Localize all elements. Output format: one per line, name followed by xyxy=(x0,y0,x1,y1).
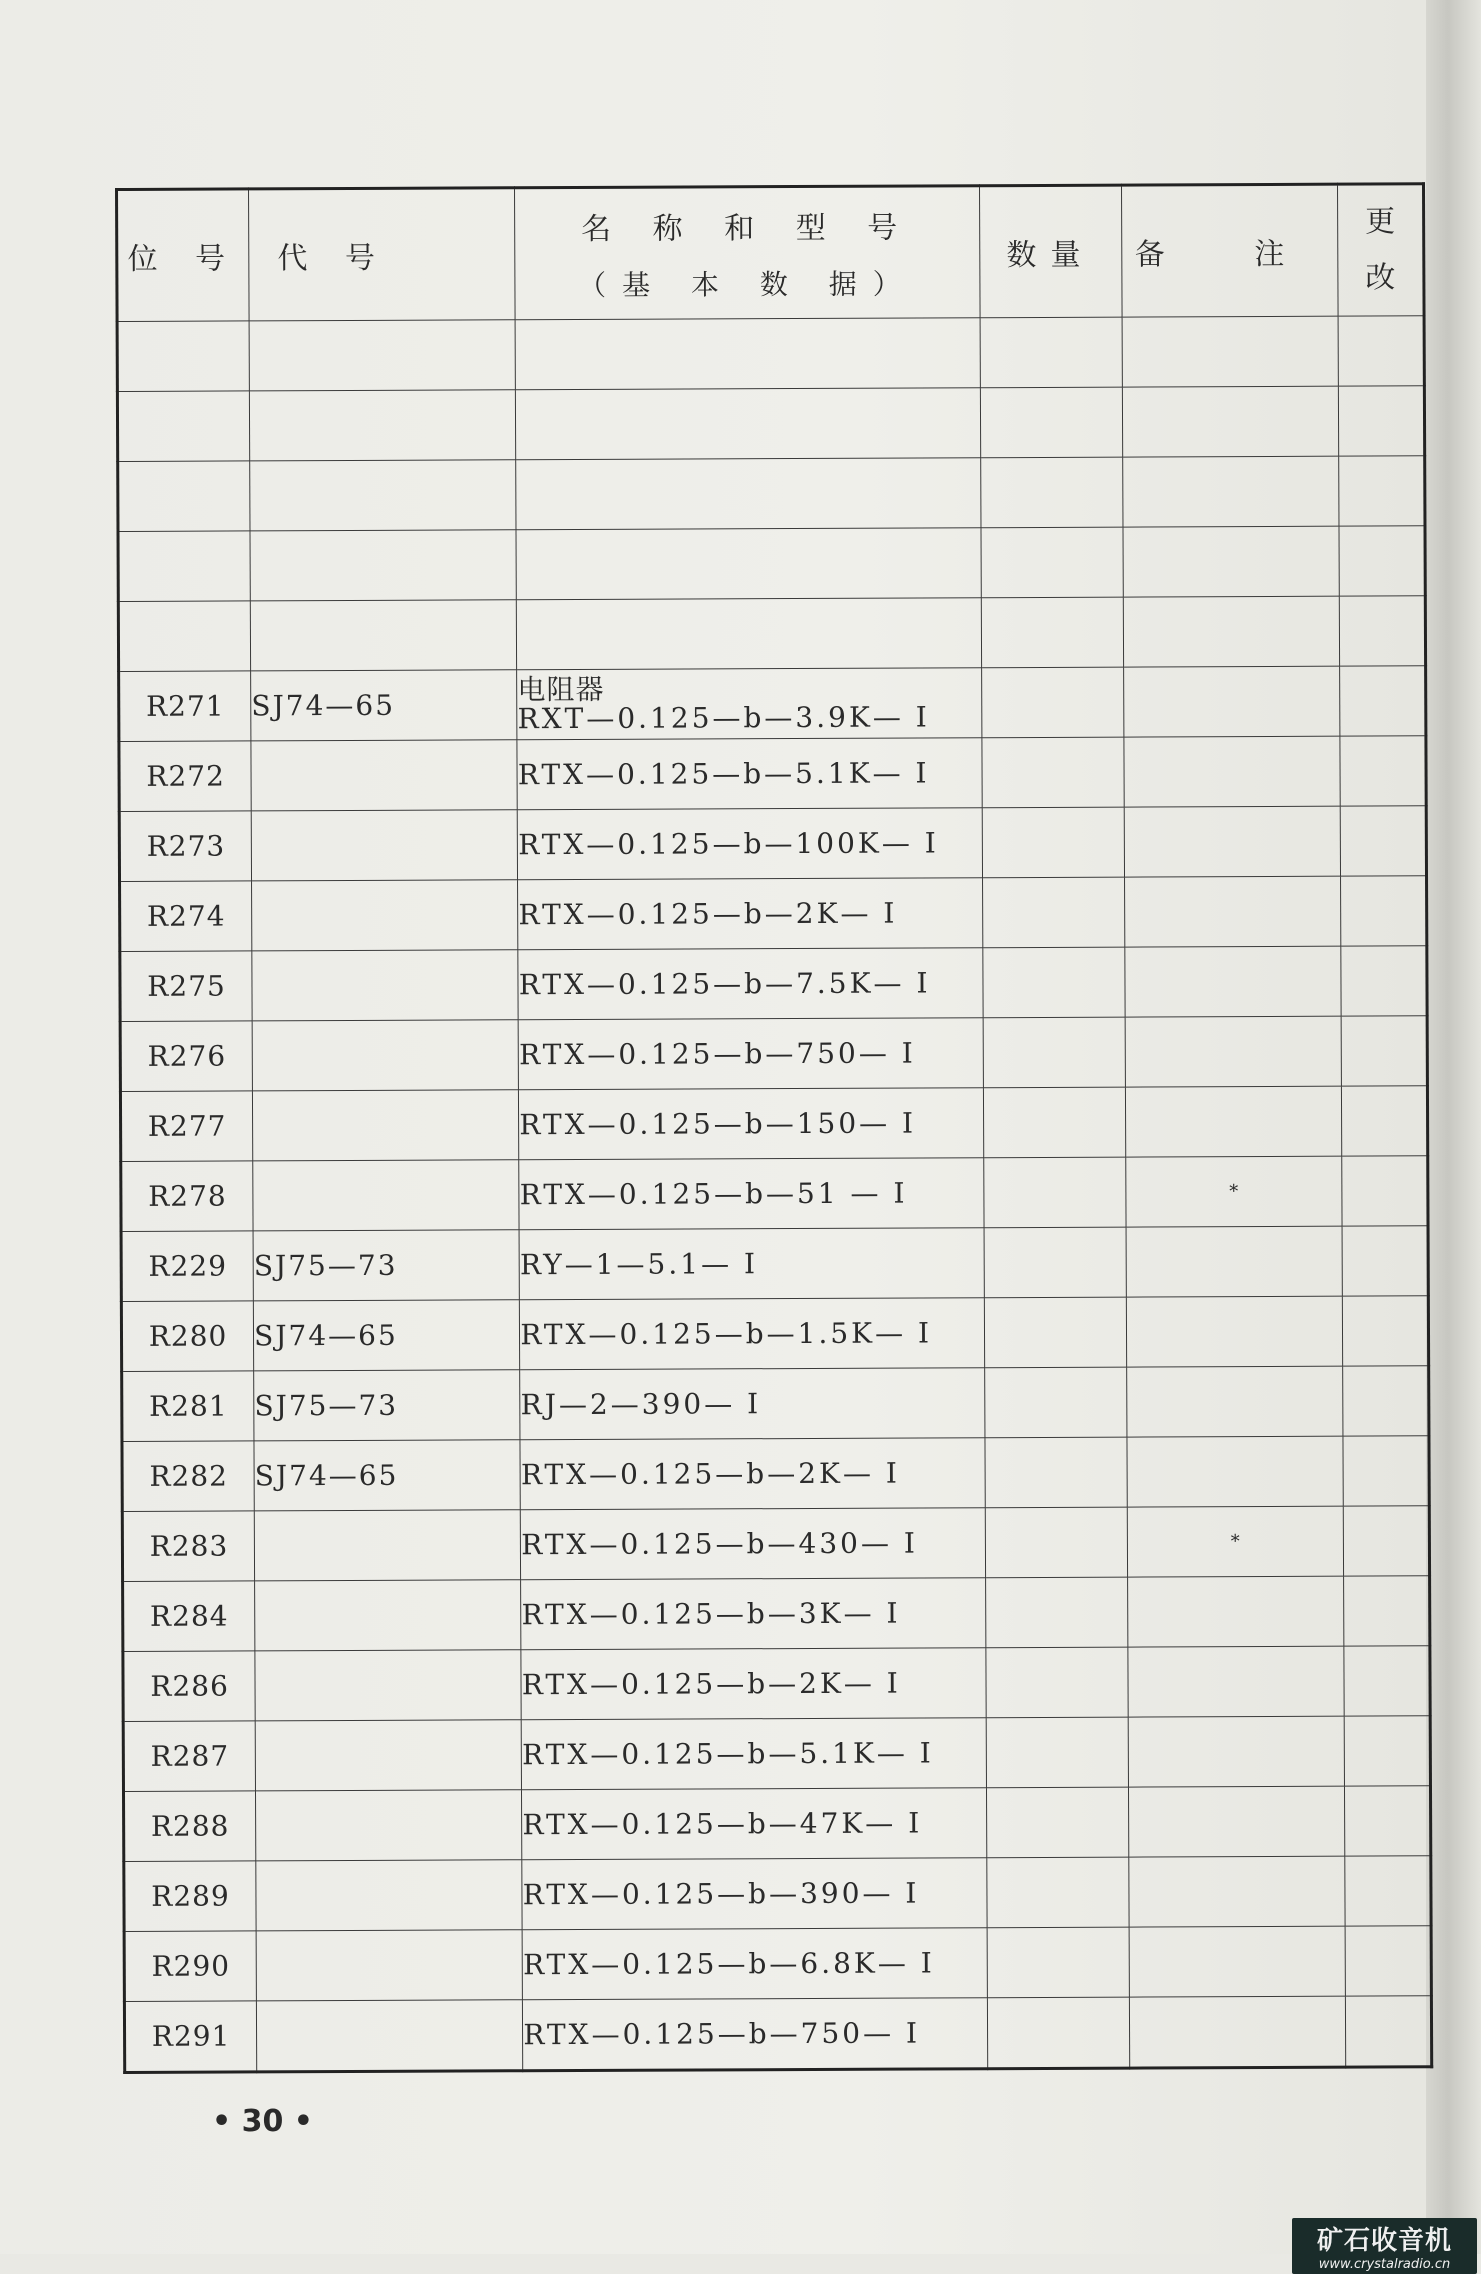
position-cell xyxy=(117,321,249,392)
remarks-cell xyxy=(1128,1786,1344,1857)
change-cell xyxy=(1338,386,1424,456)
remarks-cell xyxy=(1127,1576,1343,1647)
component-model xyxy=(516,423,979,425)
remarks-cell xyxy=(1126,1226,1342,1297)
remarks-cell xyxy=(1125,1016,1341,1087)
position-cell: R275 xyxy=(120,951,252,1022)
component-model: RTX—0.125—b—7.5K— I xyxy=(518,965,931,1001)
position-cell: R229 xyxy=(121,1231,253,1302)
change-cell xyxy=(1339,666,1425,736)
component-model: RTX—0.125—b—2K— I xyxy=(520,1456,900,1491)
position-cell: R276 xyxy=(120,1021,252,1092)
quantity-cell xyxy=(982,807,1124,878)
component-model: RTX—0.125—b—5.1K— I xyxy=(522,1735,934,1771)
table-row xyxy=(124,1856,1431,1932)
table-row xyxy=(122,1506,1429,1582)
table-row xyxy=(123,1716,1430,1792)
code-cell xyxy=(255,1650,522,1721)
remarks-cell xyxy=(1125,946,1341,1017)
change-cell xyxy=(1340,806,1426,876)
position-cell: R280 xyxy=(121,1301,253,1372)
quantity-cell xyxy=(980,457,1122,528)
component-model: RTX—0.125—b—750— I xyxy=(519,1036,916,1071)
table-row xyxy=(118,526,1425,602)
code-cell xyxy=(256,1930,523,2001)
code-cell xyxy=(250,460,517,531)
table-row xyxy=(120,876,1427,952)
change-cell xyxy=(1339,526,1425,596)
position-cell: R284 xyxy=(123,1581,255,1652)
remarks-cell xyxy=(1129,1856,1345,1927)
position-cell: R273 xyxy=(119,811,251,882)
remarks-cell xyxy=(1129,1926,1345,1997)
component-model: RTX—0.125—b—100K— I xyxy=(518,825,939,861)
remarks-cell xyxy=(1123,666,1339,737)
code-cell xyxy=(255,1580,522,1651)
remarks-cell xyxy=(1124,806,1340,877)
table-row xyxy=(119,736,1426,812)
table-row xyxy=(119,806,1426,882)
parts-list-table xyxy=(115,182,1433,2074)
name-model-cell xyxy=(516,388,981,460)
component-model: RTX—0.125—b—1.5K— I xyxy=(520,1315,933,1351)
component-model: RTX—0.125—b—430— I xyxy=(521,1526,918,1561)
quantity-cell xyxy=(983,1157,1125,1228)
code-cell: SJ75—73 xyxy=(254,1370,521,1441)
quantity-cell xyxy=(984,1367,1126,1438)
component-model xyxy=(517,493,980,495)
change-cell xyxy=(1342,1296,1428,1366)
remarks-cell: * xyxy=(1127,1506,1343,1577)
component-model xyxy=(516,353,979,355)
header-quantity: 数量 xyxy=(979,185,1122,318)
change-cell xyxy=(1343,1576,1429,1646)
name-model-cell xyxy=(523,1998,988,2071)
table-row xyxy=(120,946,1427,1022)
remarks-cell xyxy=(1122,386,1338,457)
component-model: RTX—0.125—b—3K— I xyxy=(521,1596,901,1631)
name-model-cell xyxy=(521,1578,986,1650)
remarks-cell xyxy=(1127,1436,1343,1507)
position-cell xyxy=(118,531,250,602)
code-cell xyxy=(251,810,518,881)
change-cell xyxy=(1340,876,1426,946)
table-row xyxy=(123,1786,1430,1862)
table-row xyxy=(117,386,1424,462)
change-cell xyxy=(1342,1226,1428,1296)
code-cell xyxy=(251,740,518,811)
remarks-cell xyxy=(1126,1366,1342,1437)
component-model: RTX—0.125—b—2K— I xyxy=(521,1666,901,1701)
table-row xyxy=(123,1576,1430,1652)
page-number: • 30 • xyxy=(212,2104,313,2139)
position-cell: R286 xyxy=(123,1651,255,1722)
remarks-cell xyxy=(1125,1086,1341,1157)
name-model-cell xyxy=(520,1298,985,1370)
quantity-cell xyxy=(985,1437,1127,1508)
header-position: 位 号 xyxy=(117,189,250,322)
position-cell: R290 xyxy=(124,1931,256,2002)
change-cell xyxy=(1345,1996,1431,2067)
header-name-line2: （基 本 数 据） xyxy=(577,267,917,302)
table-row xyxy=(123,1646,1430,1722)
remarks-cell xyxy=(1128,1646,1344,1717)
quantity-cell xyxy=(980,317,1122,388)
change-cell xyxy=(1344,1786,1430,1856)
component-model: RTX—0.125—b—47K— I xyxy=(522,1805,923,1841)
code-cell xyxy=(252,950,519,1021)
quantity-cell xyxy=(982,877,1124,948)
code-cell xyxy=(253,1160,520,1231)
name-model-cell xyxy=(518,948,983,1020)
code-cell: SJ74—65 xyxy=(254,1440,521,1511)
name-model-cell xyxy=(522,1858,987,1930)
code-cell: SJ74—65 xyxy=(251,670,518,741)
site-watermark xyxy=(1292,2218,1477,2274)
name-model-cell xyxy=(516,528,981,600)
component-model xyxy=(517,633,980,635)
quantity-cell xyxy=(983,1017,1125,1088)
change-cell xyxy=(1344,1646,1430,1716)
remarks-cell xyxy=(1124,876,1340,947)
position-cell: R289 xyxy=(124,1861,256,1932)
table-row xyxy=(118,456,1425,532)
table-row xyxy=(117,316,1424,392)
position-cell: R291 xyxy=(124,2001,256,2073)
name-model-cell xyxy=(519,1088,984,1160)
code-cell xyxy=(252,1020,519,1091)
header-name-line1: 名 称 和 型 号 xyxy=(580,210,914,247)
quantity-cell xyxy=(985,1577,1127,1648)
component-category: 电阻器 xyxy=(517,672,605,706)
component-model: RY—1—5.1— I xyxy=(519,1246,759,1281)
change-cell xyxy=(1338,316,1424,386)
table-row xyxy=(118,596,1425,672)
table-row xyxy=(121,1156,1428,1232)
change-cell xyxy=(1343,1366,1429,1436)
table-row xyxy=(122,1366,1429,1442)
table-row xyxy=(124,1996,1431,2073)
position-cell xyxy=(118,461,250,532)
quantity-cell xyxy=(984,1227,1126,1298)
component-model: RTX—0.125—b—5.1K— I xyxy=(517,755,930,791)
position-cell: R281 xyxy=(122,1371,254,1442)
quantity-cell xyxy=(981,597,1123,668)
name-model-cell xyxy=(522,1788,987,1860)
table-row xyxy=(121,1296,1428,1372)
table-row xyxy=(120,1086,1427,1162)
table-row xyxy=(119,666,1426,742)
component-model: RJ—2—390— I xyxy=(520,1386,762,1421)
code-cell xyxy=(249,320,516,391)
remarks-cell xyxy=(1128,1716,1344,1787)
component-model: RTX—0.125—b—150— I xyxy=(519,1106,917,1141)
position-cell: R288 xyxy=(123,1791,255,1862)
quantity-cell xyxy=(984,1297,1126,1368)
header-name xyxy=(515,186,980,320)
name-model-cell xyxy=(521,1648,986,1720)
change-cell xyxy=(1345,1926,1431,1996)
position-cell: R272 xyxy=(119,741,251,812)
remarks-cell xyxy=(1129,1996,1345,2068)
remarks-cell xyxy=(1123,596,1339,667)
change-cell xyxy=(1345,1856,1431,1926)
code-cell xyxy=(253,1090,520,1161)
remarks-cell: * xyxy=(1125,1156,1341,1227)
name-model-cell xyxy=(520,1368,985,1440)
quantity-cell xyxy=(987,1997,1129,2069)
code-cell: SJ75—73 xyxy=(253,1230,520,1301)
change-cell xyxy=(1343,1436,1429,1506)
remarks-cell xyxy=(1123,526,1339,597)
position-cell: R277 xyxy=(120,1091,252,1162)
change-cell xyxy=(1341,1086,1427,1156)
component-model: RXT—0.125—b—3.9K— I xyxy=(517,699,930,735)
table-row xyxy=(121,1226,1428,1302)
table-row xyxy=(120,1016,1427,1092)
book-spine xyxy=(1426,0,1481,2254)
table-row xyxy=(124,1926,1431,2002)
component-model: RTX—0.125—b—6.8K— I xyxy=(522,1945,935,1981)
remarks-cell xyxy=(1124,736,1340,807)
code-cell xyxy=(250,600,517,671)
quantity-cell xyxy=(986,1857,1128,1928)
remarks-cell xyxy=(1122,316,1338,387)
code-cell xyxy=(254,1510,521,1581)
position-cell xyxy=(118,601,250,672)
position-cell: R287 xyxy=(123,1721,255,1792)
change-cell xyxy=(1342,1156,1428,1226)
position-cell xyxy=(117,391,249,462)
remarks-cell xyxy=(1122,456,1338,527)
quantity-cell xyxy=(983,1087,1125,1158)
header-remarks: 备 注 xyxy=(1121,184,1338,317)
name-model-cell xyxy=(521,1718,986,1790)
table-header-row xyxy=(117,184,1425,322)
component-model: RTX—0.125—b—51 — I xyxy=(519,1176,908,1211)
change-cell xyxy=(1341,1016,1427,1086)
quantity-cell xyxy=(981,667,1123,738)
name-model-cell xyxy=(518,808,983,880)
name-model-cell xyxy=(522,1928,987,2000)
code-cell xyxy=(249,390,516,461)
change-cell xyxy=(1339,456,1425,526)
table-row xyxy=(122,1436,1429,1512)
position-cell: R271 xyxy=(119,671,251,742)
quantity-cell xyxy=(986,1647,1128,1718)
code-cell xyxy=(256,1860,523,1931)
change-cell xyxy=(1341,946,1427,1016)
component-model: RTX—0.125—b—2K— I xyxy=(518,896,898,931)
quantity-cell xyxy=(982,947,1124,1018)
quantity-cell xyxy=(986,1787,1128,1858)
header-change-text: 更改 xyxy=(1365,204,1396,296)
change-cell xyxy=(1339,596,1425,666)
change-cell xyxy=(1340,736,1426,806)
code-cell xyxy=(250,530,517,601)
name-model-cell xyxy=(520,1438,985,1510)
watermark-title: 矿石收音机 xyxy=(1316,2226,1452,2256)
position-cell: R278 xyxy=(121,1161,253,1232)
name-model-cell xyxy=(516,458,981,530)
component-model: RTX—0.125—b—750— I xyxy=(523,2016,921,2051)
position-cell: R274 xyxy=(120,881,252,952)
quantity-cell xyxy=(986,1717,1128,1788)
position-cell: R283 xyxy=(122,1511,254,1582)
component-model: RTX—0.125—b—390— I xyxy=(522,1876,920,1911)
quantity-cell xyxy=(980,387,1122,458)
quantity-cell xyxy=(981,527,1123,598)
remarks-cell xyxy=(1126,1296,1342,1367)
name-model-cell xyxy=(518,1018,983,1090)
name-model-cell xyxy=(521,1508,986,1580)
code-cell xyxy=(256,1790,523,1861)
name-model-cell xyxy=(517,668,982,740)
header-change xyxy=(1337,184,1424,316)
component-model xyxy=(517,563,980,565)
position-cell: R282 xyxy=(122,1441,254,1512)
watermark-url: www.crystalradio.cn xyxy=(1318,2257,1451,2272)
quantity-cell xyxy=(987,1927,1129,1998)
name-model-cell xyxy=(519,1158,984,1230)
header-code: 代 号 xyxy=(249,188,516,321)
name-model-cell xyxy=(515,318,980,390)
name-model-cell xyxy=(517,738,982,810)
code-cell: SJ74—65 xyxy=(253,1300,520,1371)
code-cell xyxy=(257,2000,524,2072)
change-cell xyxy=(1343,1506,1429,1576)
name-model-cell xyxy=(519,1228,984,1300)
name-model-cell xyxy=(517,598,982,670)
name-model-cell xyxy=(518,878,983,950)
quantity-cell xyxy=(982,737,1124,808)
code-cell xyxy=(252,880,519,951)
code-cell xyxy=(255,1720,522,1791)
quantity-cell xyxy=(985,1507,1127,1578)
change-cell xyxy=(1344,1716,1430,1786)
